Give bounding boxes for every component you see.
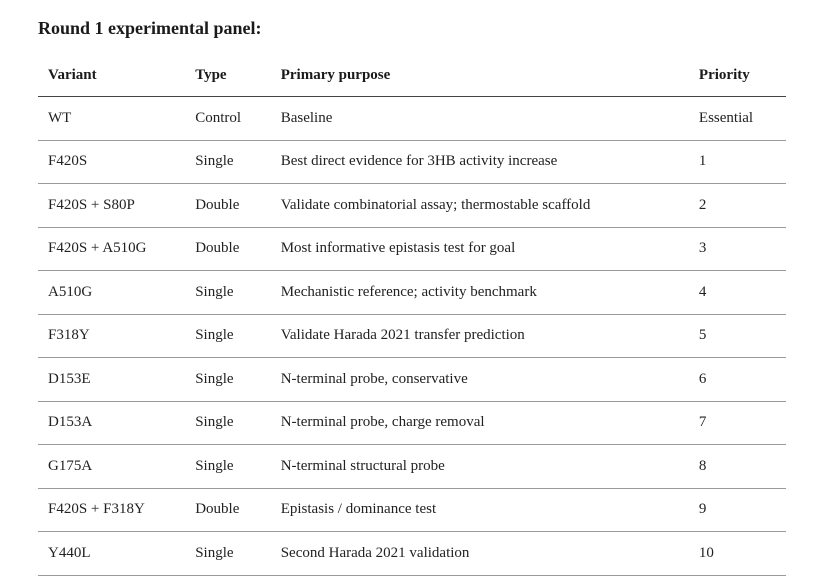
cell-priority: 9 [689,488,786,532]
table-row [38,401,786,445]
cell-type: Double [185,488,271,532]
cell-priority: 2 [689,184,786,228]
table-row [38,271,786,315]
table-row [38,314,786,358]
cell-variant: Y440L [38,532,185,576]
cell-variant: A510G [38,271,185,315]
cell-priority: 8 [689,445,786,489]
cell-purpose: Mechanistic reference; activity benchmark [271,271,689,315]
cell-type: Single [185,314,271,358]
cell-priority: 6 [689,358,786,402]
cell-purpose: N-terminal probe, charge removal [271,401,689,445]
cell-variant: F420S [38,140,185,184]
cell-purpose: N-terminal probe, conservative [271,358,689,402]
cell-priority: 5 [689,314,786,358]
table-row [38,488,786,532]
table-row [38,445,786,489]
cell-priority: 10 [689,532,786,576]
panel-heading: Round 1 experimental panel: [38,18,262,38]
cell-variant: WT [38,97,185,141]
cell-variant: D153E [38,358,185,402]
cell-variant: F318Y [38,314,185,358]
column-header-type: Type [185,54,271,97]
cell-type: Single [185,445,271,489]
cell-variant: F420S + F318Y [38,488,185,532]
column-header-purpose: Primary purpose [271,54,689,97]
cell-type: Double [185,227,271,271]
cell-type: Single [185,358,271,402]
column-header-priority: Priority [689,54,786,97]
cell-purpose: N-terminal structural probe [271,445,689,489]
cell-variant: F420S + A510G [38,227,185,271]
cell-type: Single [185,140,271,184]
cell-type: Single [185,401,271,445]
cell-type: Double [185,184,271,228]
table-row [38,184,786,228]
column-header-variant: Variant [38,54,185,97]
cell-priority: 4 [689,271,786,315]
cell-purpose: Validate Harada 2021 transfer prediction [271,314,689,358]
table-row [38,532,786,576]
cell-purpose: Epistasis / dominance test [271,488,689,532]
cell-priority: 7 [689,401,786,445]
cell-variant: D153A [38,401,185,445]
cell-type: Single [185,271,271,315]
experimental-panel-table [38,54,786,576]
cell-variant: F420S + S80P [38,184,185,228]
table-header-row [38,54,786,97]
table-row [38,140,786,184]
cell-type: Control [185,97,271,141]
cell-type: Single [185,532,271,576]
table-row [38,97,786,141]
cell-variant: G175A [38,445,185,489]
cell-purpose: Validate combinatorial assay; thermostable scaffold [271,184,689,228]
cell-priority: Essential [689,97,786,141]
table-row [38,358,786,402]
cell-purpose: Baseline [271,97,689,141]
cell-purpose: Best direct evidence for 3HB activity increase [271,140,689,184]
cell-priority: 3 [689,227,786,271]
cell-priority: 1 [689,140,786,184]
cell-purpose: Second Harada 2021 validation [271,532,689,576]
cell-purpose: Most informative epistasis test for goal [271,227,689,271]
table-row [38,227,786,271]
